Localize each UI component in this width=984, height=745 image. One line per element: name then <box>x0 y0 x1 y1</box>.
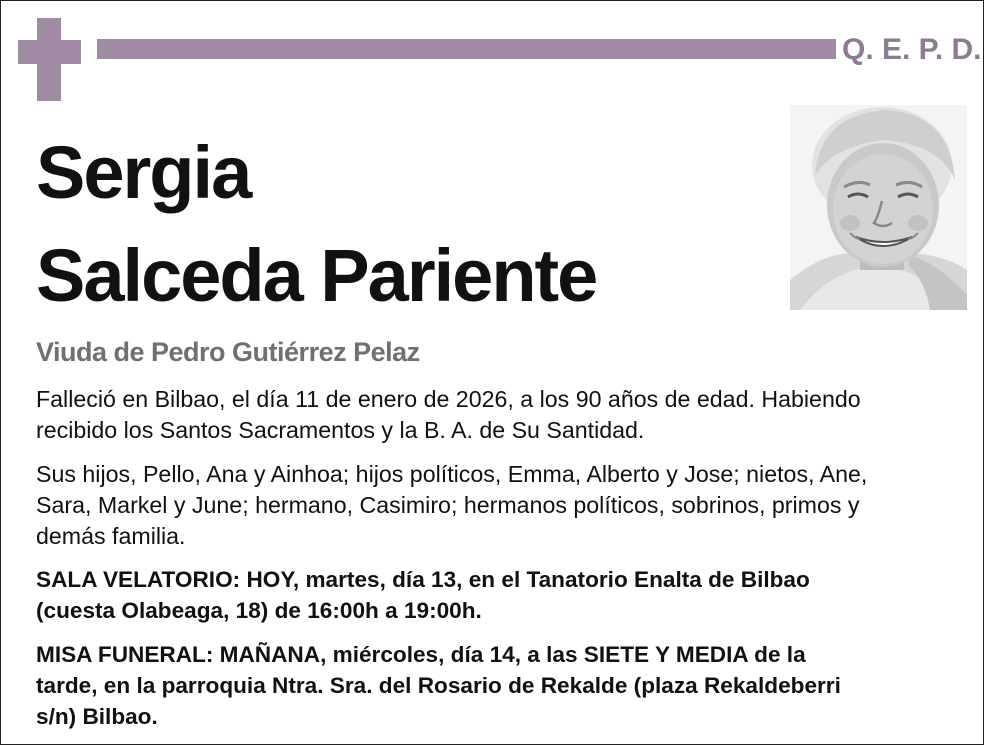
text-line: recibido los Santos Sacramentos y la B. A. de Su Santidad. <box>36 417 645 443</box>
qepd-label: Q. E. P. D. <box>842 33 982 66</box>
text-line: Falleció en Bilbao, el día 11 de enero de 2026, a los 90 años de edad. Habiendo <box>36 386 861 412</box>
text-line: MISA FUNERAL: MAÑANA, miércoles, día 14, a las SIETE Y MEDIA de la <box>36 642 806 667</box>
funeral-mass-details <box>36 639 954 732</box>
text-line: SALA VELATORIO: HOY, martes, día 13, en el Tanatorio Enalta de Bilbao <box>36 567 810 592</box>
text-line: (cuesta Olabeaga, 18) de 16:00h a 19:00h. <box>36 598 482 623</box>
text-line: demás familia. <box>36 523 186 549</box>
text-line: s/n) Bilbao. <box>36 704 158 729</box>
text-line: tarde, en la parroquia Ntra. Sra. del Rosario de Rekalde (plaza Rekaldeberri <box>36 673 841 698</box>
header-rule <box>97 39 836 59</box>
portrait-illustration <box>790 105 967 310</box>
text-line: Sara, Markel y June; hermano, Casimiro; hermanos políticos, sobrinos, primos y <box>36 492 860 518</box>
portrait-photo <box>790 105 967 310</box>
death-announcement <box>36 384 954 446</box>
widow-subtitle: Viuda de Pedro Gutiérrez Pelaz <box>36 337 420 367</box>
deceased-first-name: Sergia <box>36 131 251 214</box>
deceased-surnames: Salceda Pariente <box>36 234 597 317</box>
wake-details <box>36 564 954 626</box>
text-line: Sus hijos, Pello, Ana y Ainhoa; hijos políticos, Emma, Alberto y Jose; nietos, Ane, <box>36 461 868 487</box>
family-listing <box>36 459 954 552</box>
cross-horizontal-bar <box>18 40 81 64</box>
